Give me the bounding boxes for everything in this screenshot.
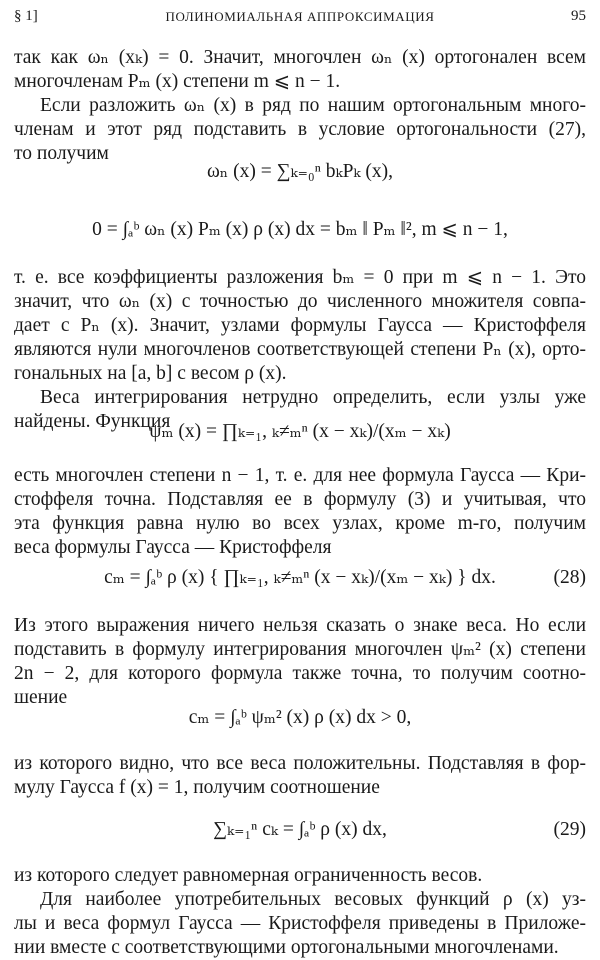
text-line: так как ωₙ (xₖ) = 0. Значит, многочлен ωₙ (x) ортогонален всем	[14, 47, 586, 68]
equation-number: (28)	[553, 567, 586, 588]
paragraph	[14, 752, 586, 800]
text-line: то получим	[14, 143, 109, 164]
text-line: найдены. Функция	[14, 411, 171, 432]
text-line: из которого следует равномерная ограниченность весов.	[14, 865, 483, 886]
text-line: из которого видно, что все веса положительны. Подставляя в фор-	[14, 753, 586, 774]
paragraph	[14, 464, 586, 560]
paragraph	[14, 614, 586, 710]
paragraph	[14, 888, 586, 960]
formula-text: ∑ₖ₌₁ⁿ cₖ = ∫ₐᵇ ρ (x) dx,	[213, 819, 387, 840]
formula-text: cₘ = ∫ₐᵇ ψₘ² (x) ρ (x) dx > 0,	[188, 707, 412, 728]
text-line: многочленам Pₘ (x) степени m ⩽ n − 1.	[14, 71, 341, 92]
text-line: стоффеля точна. Подставляя ее в формулу (3) и учитывая, что	[14, 489, 586, 510]
text-line: являются нули многочленов соответствующей степени Pₙ (x), орто-	[14, 339, 586, 360]
text-line: подставить в формулу интегрирования многочлен ψₘ² (x) степени	[14, 639, 586, 660]
text-line: веса формулы Гаусса — Кристоффеля	[14, 537, 332, 558]
text-line: членам и этот ряд подставить в условие ортогональности (27),	[14, 119, 586, 140]
text-line: т. е. все коэффициенты разложения bₘ = 0 при m ⩽ n − 1. Это	[14, 267, 586, 288]
formula-text: ωₙ (x) = ∑ₖ₌₀ⁿ bₖPₖ (x),	[206, 161, 394, 182]
text-line: Веса интегрирования нетрудно определить, если узлы уже	[40, 387, 586, 408]
text-line: Для наиболее употребительных весовых функций ρ (x) уз-	[40, 889, 586, 910]
formula-text: ψₘ (x) = ∏ₖ₌₁, ₖ≠ₘⁿ (x − xₖ)/(xₘ − xₖ)	[149, 421, 451, 442]
text-line: шение	[14, 687, 68, 708]
paragraph	[14, 46, 586, 94]
display-formula	[14, 160, 586, 190]
text-line: Если разложить ωₙ (x) в ряд по нашим ортогональным много-	[40, 95, 586, 116]
text-line: Из этого выражения ничего нельзя сказать о знаке веса. Но если	[14, 615, 586, 636]
text-line: 2n − 2, для которого формула также точна, то получим соотно-	[14, 663, 586, 684]
text-line: эта функция равна нулю во всех узлах, кроме m-го, получим	[14, 513, 586, 534]
formula-text: cₘ = ∫ₐᵇ ρ (x) { ∏ₖ₌₁, ₖ≠ₘⁿ (x − xₖ)/(xₘ − xₖ) } dx.	[104, 567, 496, 588]
display-formula	[14, 706, 586, 736]
display-formula	[14, 420, 586, 450]
equation-number: (29)	[553, 819, 586, 840]
text-line: значит, что ωₙ (x) с точностью до численного множителя совпа-	[14, 291, 586, 312]
running-title: ПОЛИНОМИАЛЬНАЯ АППРОКСИМАЦИЯ	[165, 9, 435, 24]
text-line: мулу Гаусса f (x) = 1, получим соотношение	[14, 777, 380, 798]
paragraph	[14, 864, 586, 888]
page-number: 95	[571, 8, 586, 24]
formula-text: 0 = ∫ₐᵇ ωₙ (x) Pₘ (x) ρ (x) dx = bₘ ‖ Pₘ ‖², m ⩽ n − 1,	[92, 219, 508, 240]
text-line: гональных на [a, b] с весом ρ (x).	[14, 363, 287, 384]
running-header	[14, 8, 586, 30]
text-line: лы и веса формул Гаусса — Кристоффеля приведены в Приложе-	[14, 913, 586, 934]
display-formula	[14, 566, 586, 596]
text-line: есть многочлен степени n − 1, т. е. для нее формула Гаусса — Кри-	[14, 465, 586, 486]
paragraph	[14, 266, 586, 386]
paragraph	[14, 94, 586, 166]
text-line: дает с Pₙ (x). Значит, узлами формулы Гаусса — Кристоффеля	[14, 315, 586, 336]
section-marker: § 1]	[14, 8, 38, 24]
display-formula	[14, 218, 586, 248]
text-line: нии вместе с соответствующими ортогональными многочленами.	[14, 937, 559, 958]
display-formula	[14, 818, 586, 848]
